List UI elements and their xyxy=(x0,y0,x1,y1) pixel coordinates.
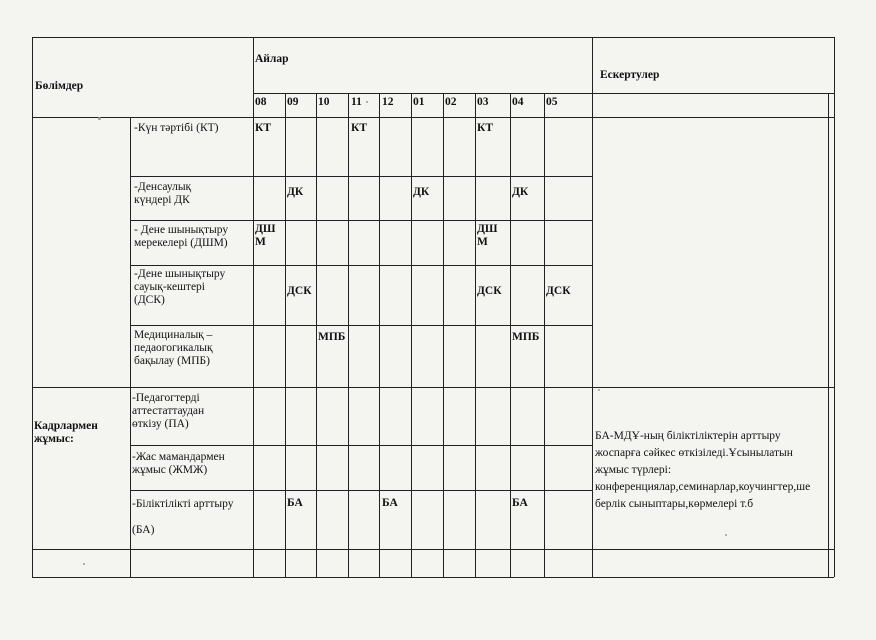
table-border-left xyxy=(32,37,33,577)
schedule-mark: БА xyxy=(287,497,303,509)
schedule-mark: БА xyxy=(382,497,398,509)
scan-speck xyxy=(83,563,85,565)
scan-speck xyxy=(598,389,600,391)
month-label: 04 xyxy=(512,96,524,108)
month-col-line xyxy=(285,93,286,577)
month-label: 02 xyxy=(445,96,457,108)
scan-speck xyxy=(366,101,368,103)
scan-speck xyxy=(98,117,101,120)
schedule-mark: КТ xyxy=(351,122,368,134)
row-line xyxy=(130,445,592,446)
scan-speck xyxy=(725,534,727,536)
label-col-line xyxy=(130,117,131,577)
table-border-bottom xyxy=(32,577,834,578)
schedule-mark: ДСК xyxy=(287,285,312,297)
row-label-kt: -Күн тәртібі (КТ) xyxy=(134,122,219,134)
schedule-mark: ДШ М xyxy=(255,223,276,248)
month-label: 12 xyxy=(382,96,394,108)
month-col-line xyxy=(475,93,476,577)
month-label: 05 xyxy=(546,96,558,108)
months-header: Айлар xyxy=(255,53,289,65)
row-label-zhmzh: -Жас мамандармен жұмыс (ЖМЖ) xyxy=(132,451,225,476)
month-label: 08 xyxy=(255,96,267,108)
month-label: 11 xyxy=(351,96,362,108)
table-border-right xyxy=(834,37,835,577)
month-col-line xyxy=(348,93,349,577)
month-label: 03 xyxy=(477,96,489,108)
notes-text: БА-МДҰ-ның біліктіліктерін арттыру жоспарға сәйкес өткізіледі.Ұсынылатын жұмыс түрлері: конференциялар,семинарлар,коучингтер,ше берлік сыныптары,көрмелері т.б xyxy=(595,430,811,510)
row-label-mpb: Медициналық – педаогогикалық бақылау (МПБ) xyxy=(134,329,213,367)
notes-col-start xyxy=(592,37,593,577)
month-label: 09 xyxy=(287,96,299,108)
schedule-mark: ДК xyxy=(413,186,430,198)
schedule-mark: ДСК xyxy=(477,285,502,297)
month-col-line xyxy=(510,93,511,577)
month-label: 10 xyxy=(318,96,330,108)
row-line xyxy=(130,220,592,221)
row-line xyxy=(130,325,592,326)
sections-header: Бөлімдер xyxy=(35,80,84,92)
month-col-line xyxy=(443,93,444,577)
row-label-ba: -Біліктілікті арттыру (БА) xyxy=(132,498,234,536)
section-title-personnel: Кадрлармен жұмыс: xyxy=(34,420,98,445)
schedule-mark: МПБ xyxy=(512,331,540,343)
schedule-mark: КТ xyxy=(255,122,272,134)
row-label-dsk: -Дене шынықтыру сауық-кештері (ДСК) xyxy=(134,268,226,306)
month-col-line xyxy=(316,93,317,577)
header-bottom xyxy=(32,117,834,118)
schedule-mark: ДСК xyxy=(546,285,571,297)
month-col-line xyxy=(411,93,412,577)
section-divider xyxy=(32,387,834,388)
row-label-dk: -Денсаулық күндері ДК xyxy=(134,181,192,206)
schedule-mark: МПБ xyxy=(318,331,346,343)
row-label-pa: -Педагогтерді аттестаттаудан өткізу (ПА) xyxy=(132,392,205,430)
schedule-mark: ДШ М xyxy=(477,223,498,248)
month-label: 01 xyxy=(413,96,425,108)
schedule-mark: ДК xyxy=(512,186,529,198)
months-col-start xyxy=(253,37,254,577)
row-line xyxy=(130,176,592,177)
table-last-line xyxy=(32,549,834,550)
row-line xyxy=(130,265,592,266)
row-line xyxy=(130,490,592,491)
table-border-right-inner xyxy=(828,93,829,577)
row-label-dshm: - Дене шынықтыру мерекелері (ДШМ) xyxy=(134,224,229,249)
schedule-mark: КТ xyxy=(477,122,494,134)
notes-header: Ескертулер xyxy=(600,69,660,81)
month-col-line xyxy=(379,93,380,577)
schedule-mark: ДК xyxy=(287,186,304,198)
month-col-line xyxy=(544,93,545,577)
schedule-mark: БА xyxy=(512,497,528,509)
table-border-top xyxy=(32,37,834,38)
